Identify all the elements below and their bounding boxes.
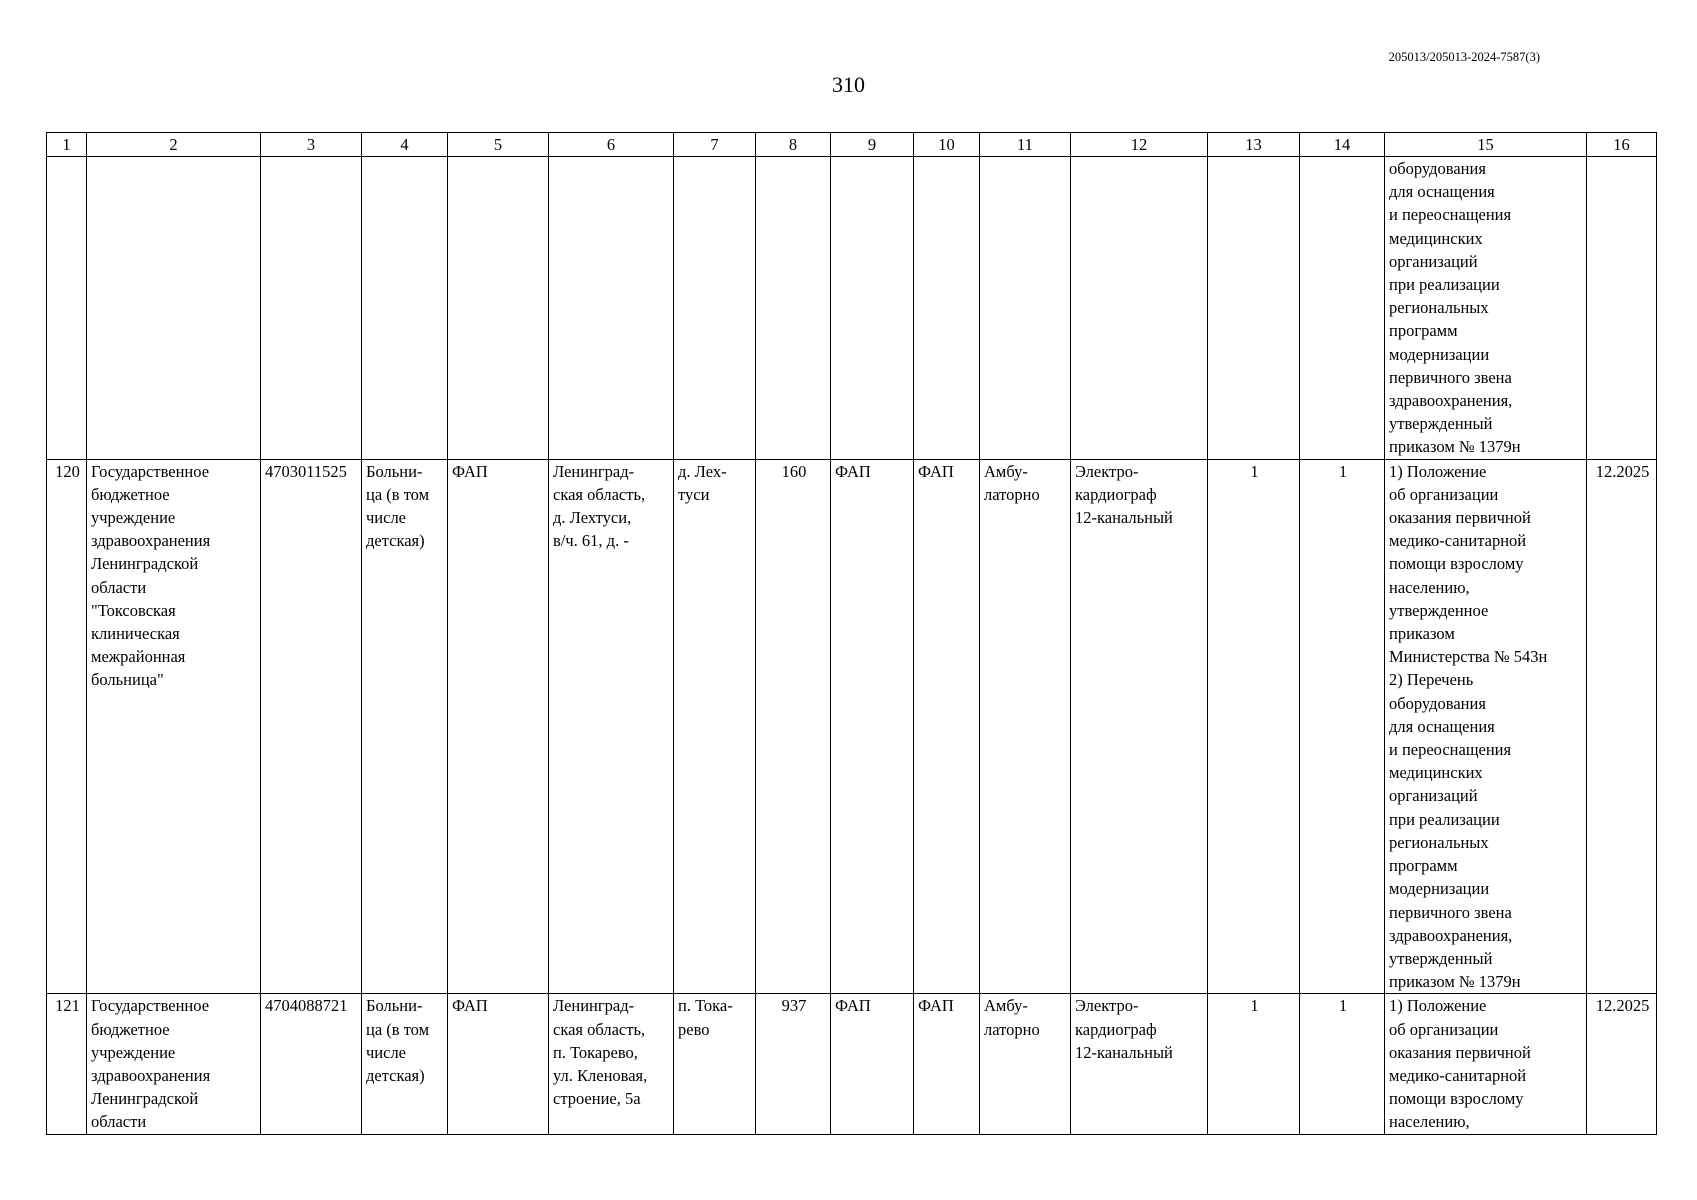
column-header: 16 bbox=[1587, 133, 1657, 157]
column-header: 7 bbox=[674, 133, 756, 157]
cell-inn bbox=[261, 157, 362, 460]
column-header: 1 bbox=[47, 133, 87, 157]
cell-care-conditions: Амбу- латорно bbox=[980, 994, 1071, 1134]
cell-legal-basis: оборудования для оснащения и переоснащения медицинских организаций при реализации региональных программ модернизации первичного звена здравоохранения, утвержденный приказом № 1379н bbox=[1385, 157, 1587, 460]
cell-division bbox=[831, 157, 914, 460]
cell-legal-basis: 1) Положение об организации оказания первичной медико-санитарной помощи взрослому населению, bbox=[1385, 994, 1587, 1134]
cell-institution-type: Больни- ца (в том числе детская) bbox=[362, 994, 448, 1134]
document-reference: 205013/205013-2024-7587(3) bbox=[1388, 50, 1540, 64]
cell-quantity-total: 1 bbox=[1300, 994, 1385, 1134]
column-header: 9 bbox=[831, 133, 914, 157]
cell-care-conditions: Амбу- латорно bbox=[980, 459, 1071, 994]
column-header: 14 bbox=[1300, 133, 1385, 157]
cell-legal-basis: 1) Положение об организации оказания первичной медико-санитарной помощи взрослому населению, утвержденное приказом Министерства № 543н 2) Перечень оборудования для оснащения и переоснащения медицинских организаций при реализации региональных программ модернизации первичного звена здравоохранения, утвержденный приказом № 1379н bbox=[1385, 459, 1587, 994]
cell-quantity: 1 bbox=[1208, 994, 1300, 1134]
cell-organization: Государственное бюджетное учреждение здравоохранения Ленинградской области bbox=[87, 994, 261, 1134]
cell-population: 937 bbox=[756, 994, 831, 1134]
table-row bbox=[47, 994, 1657, 1134]
cell-quantity-total: 1 bbox=[1300, 459, 1385, 994]
cell-subdivision: ФАП bbox=[914, 994, 980, 1134]
table-row bbox=[47, 459, 1657, 994]
page-number: 310 bbox=[832, 72, 865, 97]
cell-row-number: 121 bbox=[47, 994, 87, 1134]
cell-organization: Государственное бюджетное учреждение здравоохранения Ленинградской области "Токсовская клиническая межрайонная больница" bbox=[87, 459, 261, 994]
cell-care-conditions bbox=[980, 157, 1071, 460]
column-header: 4 bbox=[362, 133, 448, 157]
cell-division: ФАП bbox=[831, 459, 914, 994]
column-header: 2 bbox=[87, 133, 261, 157]
column-header: 11 bbox=[980, 133, 1071, 157]
cell-institution-type: Больни- ца (в том числе детская) bbox=[362, 459, 448, 994]
cell-unit-type bbox=[448, 157, 549, 460]
column-header: 15 bbox=[1385, 133, 1587, 157]
cell-due-date: 12.2025 bbox=[1587, 994, 1657, 1134]
cell-subdivision: ФАП bbox=[914, 459, 980, 994]
column-header: 8 bbox=[756, 133, 831, 157]
cell-due-date bbox=[1587, 157, 1657, 460]
cell-equipment: Электро- кардиограф 12-канальный bbox=[1071, 994, 1208, 1134]
registry-table bbox=[46, 132, 1657, 1135]
table-row bbox=[47, 157, 1657, 460]
cell-subdivision bbox=[914, 157, 980, 460]
column-header: 12 bbox=[1071, 133, 1208, 157]
cell-quantity-total bbox=[1300, 157, 1385, 460]
cell-settlement: д. Лех- туси bbox=[674, 459, 756, 994]
cell-institution-type bbox=[362, 157, 448, 460]
column-header: 10 bbox=[914, 133, 980, 157]
table-body bbox=[47, 133, 1657, 1135]
column-header: 6 bbox=[549, 133, 674, 157]
column-header: 3 bbox=[261, 133, 362, 157]
cell-address bbox=[549, 157, 674, 460]
cell-population: 160 bbox=[756, 459, 831, 994]
cell-population bbox=[756, 157, 831, 460]
cell-equipment bbox=[1071, 157, 1208, 460]
cell-equipment: Электро- кардиограф 12-канальный bbox=[1071, 459, 1208, 994]
cell-unit-type: ФАП bbox=[448, 994, 549, 1134]
cell-quantity: 1 bbox=[1208, 459, 1300, 994]
cell-division: ФАП bbox=[831, 994, 914, 1134]
cell-settlement: п. Тока- рево bbox=[674, 994, 756, 1134]
cell-due-date: 12.2025 bbox=[1587, 459, 1657, 994]
column-header: 5 bbox=[448, 133, 549, 157]
cell-address: Ленинград- ская область, д. Лехтуси, в/ч. 61, д. - bbox=[549, 459, 674, 994]
cell-settlement bbox=[674, 157, 756, 460]
cell-organization bbox=[87, 157, 261, 460]
cell-row-number bbox=[47, 157, 87, 460]
cell-quantity bbox=[1208, 157, 1300, 460]
cell-unit-type: ФАП bbox=[448, 459, 549, 994]
cell-address: Ленинград- ская область, п. Токарево, ул. Кленовая, строение, 5а bbox=[549, 994, 674, 1134]
cell-row-number: 120 bbox=[47, 459, 87, 994]
column-header: 13 bbox=[1208, 133, 1300, 157]
cell-inn: 4704088721 bbox=[261, 994, 362, 1134]
table-header-row bbox=[47, 133, 1657, 157]
cell-inn: 4703011525 bbox=[261, 459, 362, 994]
